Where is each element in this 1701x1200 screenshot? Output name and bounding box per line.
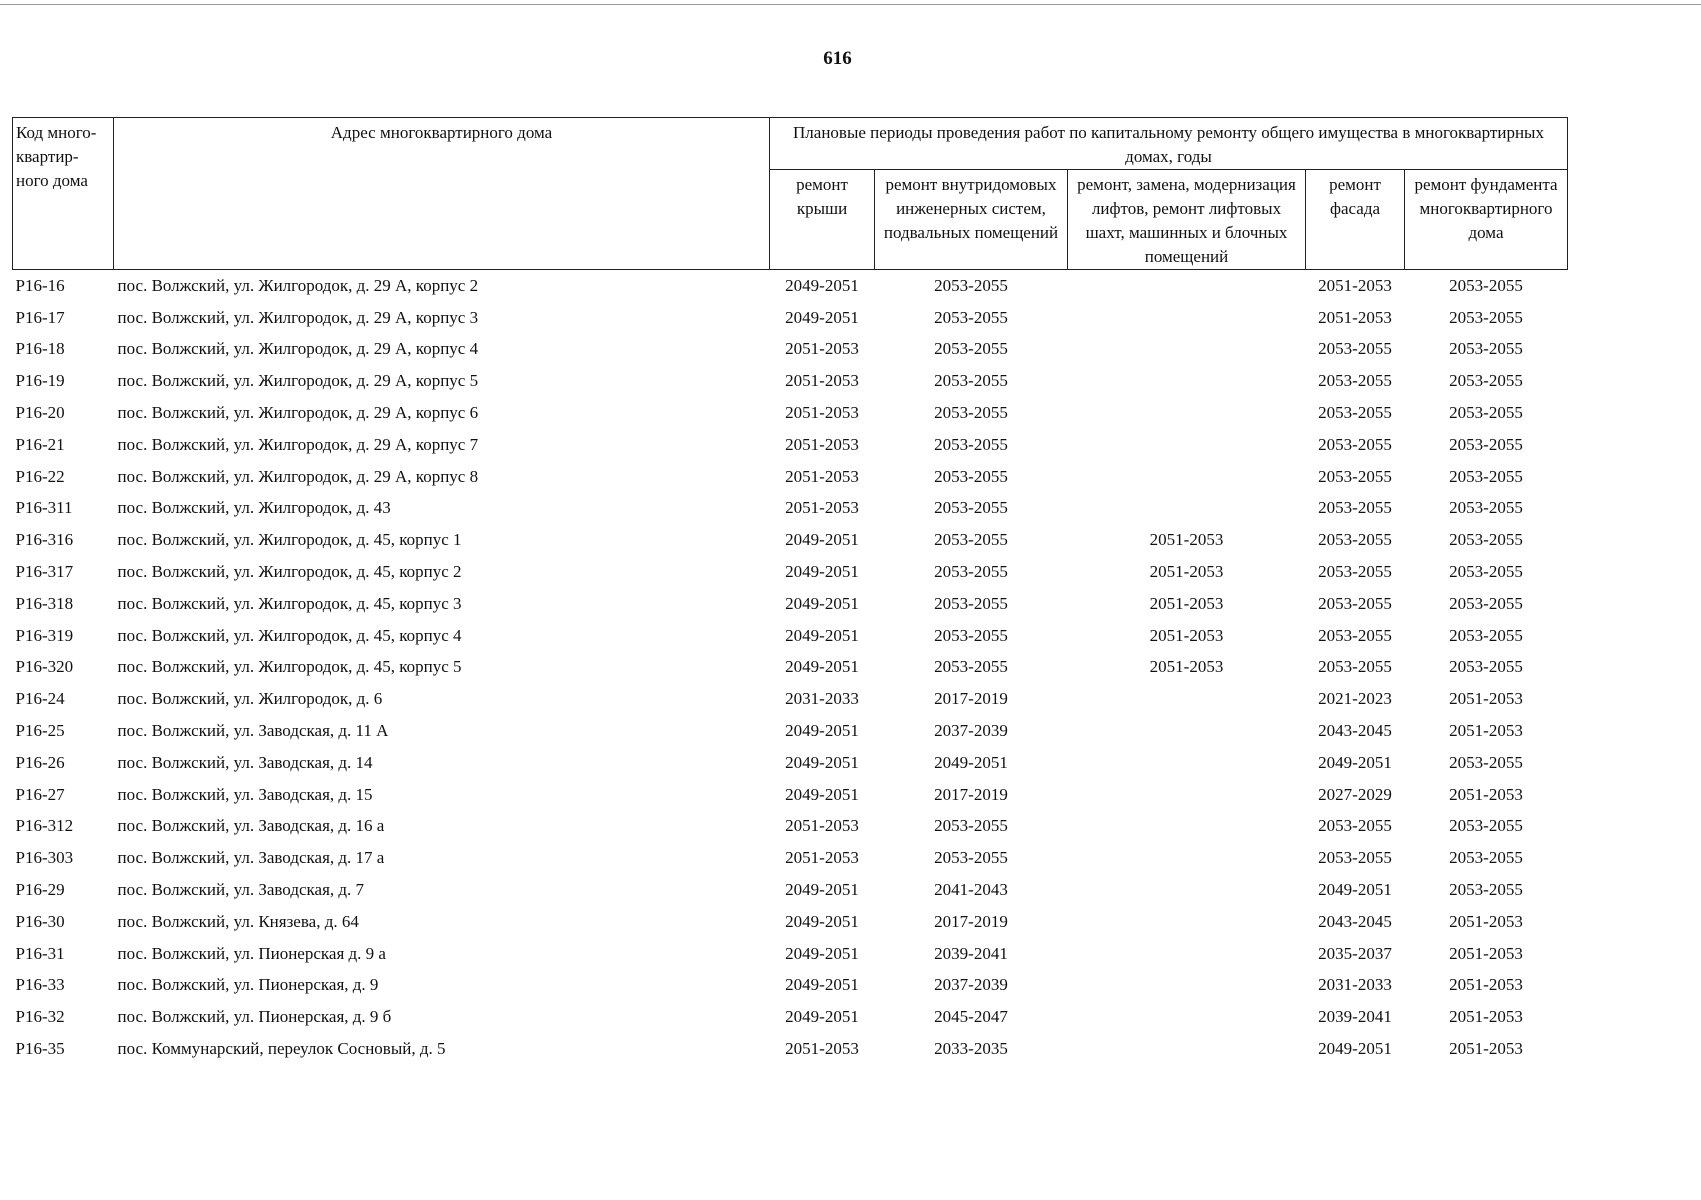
table-row [13,970,1568,1002]
page-number: 616 [823,48,852,69]
roof-cell: 2049-2051 [785,721,859,741]
table-row [13,524,1568,556]
engineering-cell: 2053-2055 [934,848,1008,868]
table-row [13,715,1568,747]
facade-cell: 2051-2053 [1318,307,1392,327]
engineering-cell: 2053-2055 [934,339,1008,359]
facade-cell: 2053-2055 [1318,403,1392,423]
facade-cell: 2035-2037 [1318,943,1392,963]
engineering-cell: 2053-2055 [934,371,1008,391]
elevators-cell [1068,842,1306,874]
code-cell: Р16-312 [15,816,74,836]
engineering-cell: 2017-2019 [934,784,1008,804]
elevators-cell [1068,302,1306,334]
roof-cell: 2049-2051 [785,275,859,295]
address-cell: пос. Волжский, ул. Жилгородок, д. 6 [117,689,383,709]
elevators-cell [1068,1033,1306,1065]
address-cell: пос. Волжский, ул. Заводская, д. 11 А [117,721,389,741]
facade-cell: 2043-2045 [1318,911,1392,931]
facade-cell: 2053-2055 [1318,434,1392,454]
table-row [13,334,1568,366]
roof-cell: 2049-2051 [785,943,859,963]
facade-cell: 2053-2055 [1318,593,1392,613]
address-cell: пос. Волжский, ул. Князева, д. 64 [117,911,359,931]
capital-repair-table [12,117,1568,1065]
foundation-cell: 2051-2053 [1449,689,1523,709]
engineering-cell: 2053-2055 [934,498,1008,518]
elevators-cell [1068,747,1306,779]
address-cell: пос. Волжский, ул. Жилгородок, д. 29 А, корпус 5 [117,371,479,391]
roof-cell: 2031-2033 [785,689,859,709]
code-cell: Р16-317 [15,562,74,582]
roof-cell: 2051-2053 [785,434,859,454]
elevators-cell: 2051-2053 [1149,593,1224,613]
code-cell: Р16-311 [15,498,73,518]
code-cell: Р16-318 [15,593,74,613]
foundation-cell: 2053-2055 [1449,752,1523,772]
facade-cell: 2053-2055 [1318,657,1392,677]
engineering-cell: 2053-2055 [934,625,1008,645]
engineering-cell: 2053-2055 [934,593,1008,613]
code-cell: Р16-25 [15,721,65,741]
engineering-cell: 2053-2055 [934,307,1008,327]
header-row-1 [13,118,1568,170]
foundation-cell: 2053-2055 [1449,657,1523,677]
header-elevators: ремонт, замена, модернизация лифтов, ремонт лифтовых шахт, машинных и блочных помещений [1068,170,1306,270]
engineering-cell: 2053-2055 [934,275,1008,295]
table-row [13,779,1568,811]
table-row [13,365,1568,397]
code-cell: Р16-17 [15,307,65,327]
foundation-cell: 2051-2053 [1449,784,1523,804]
address-cell: пос. Волжский, ул. Пионерская, д. 9 б [117,1007,392,1027]
roof-cell: 2049-2051 [785,880,859,900]
foundation-cell: 2053-2055 [1449,562,1523,582]
foundation-cell: 2051-2053 [1449,1007,1523,1027]
roof-cell: 2049-2051 [785,625,859,645]
header-address: Адрес многоквартирного дома [114,118,770,270]
table-row [13,683,1568,715]
facade-cell: 2027-2029 [1318,784,1392,804]
facade-cell: 2049-2051 [1318,880,1392,900]
code-cell: Р16-31 [15,943,65,963]
roof-cell: 2051-2053 [785,498,859,518]
elevators-cell [1068,874,1306,906]
code-cell: Р16-22 [15,466,65,486]
address-cell: пос. Волжский, ул. Жилгородок, д. 29 А, корпус 3 [117,307,479,327]
facade-cell: 2031-2033 [1318,975,1392,995]
foundation-cell: 2051-2053 [1449,943,1523,963]
facade-cell: 2053-2055 [1318,530,1392,550]
facade-cell: 2049-2051 [1318,752,1392,772]
engineering-cell: 2049-2051 [934,752,1008,772]
address-cell: пос. Волжский, ул. Жилгородок, д. 29 А, корпус 6 [117,403,479,423]
table-row [13,1001,1568,1033]
elevators-cell [1068,461,1306,493]
table-row [13,270,1568,302]
engineering-cell: 2041-2043 [934,880,1008,900]
table-header [13,118,1568,270]
elevators-cell [1068,938,1306,970]
address-cell: пос. Волжский, ул. Жилгородок, д. 45, корпус 4 [117,625,462,645]
code-cell: Р16-320 [15,657,74,677]
elevators-cell [1068,270,1306,302]
elevators-cell: 2051-2053 [1149,657,1224,677]
foundation-cell: 2051-2053 [1449,1039,1523,1059]
roof-cell: 2049-2051 [785,593,859,613]
engineering-cell: 2017-2019 [934,689,1008,709]
roof-cell: 2051-2053 [785,371,859,391]
table-row [13,1033,1568,1065]
scan-edge-line [0,4,1701,5]
roof-cell: 2051-2053 [785,339,859,359]
code-cell: Р16-32 [15,1007,65,1027]
elevators-cell [1068,811,1306,843]
code-cell: Р16-33 [15,975,65,995]
facade-cell: 2053-2055 [1318,625,1392,645]
facade-cell: 2053-2055 [1318,816,1392,836]
address-cell: пос. Волжский, ул. Жилгородок, д. 45, корпус 2 [117,562,462,582]
engineering-cell: 2033-2035 [934,1039,1008,1059]
foundation-cell: 2053-2055 [1449,848,1523,868]
table-row [13,938,1568,970]
elevators-cell [1068,715,1306,747]
engineering-cell: 2053-2055 [934,466,1008,486]
engineering-cell: 2053-2055 [934,816,1008,836]
roof-cell: 2049-2051 [785,657,859,677]
facade-cell: 2049-2051 [1318,1039,1392,1059]
elevators-cell [1068,1001,1306,1033]
elevators-cell: 2051-2053 [1149,625,1224,645]
header-roof: ремонт крыши [770,170,875,270]
address-cell: пос. Волжский, ул. Жилгородок, д. 43 [117,498,391,518]
foundation-cell: 2053-2055 [1449,403,1523,423]
engineering-cell: 2053-2055 [934,434,1008,454]
engineering-cell: 2037-2039 [934,975,1008,995]
elevators-cell: 2051-2053 [1149,562,1224,582]
address-cell: пос. Волжский, ул. Жилгородок, д. 29 А, корпус 4 [117,339,479,359]
roof-cell: 2051-2053 [785,848,859,868]
facade-cell: 2043-2045 [1318,721,1392,741]
code-cell: Р16-319 [15,625,74,645]
address-cell: пос. Волжский, ул. Пионерская д. 9 а [117,943,386,963]
foundation-cell: 2053-2055 [1449,530,1523,550]
code-cell: Р16-29 [15,880,65,900]
roof-cell: 2051-2053 [785,403,859,423]
foundation-cell: 2053-2055 [1449,625,1523,645]
foundation-cell: 2053-2055 [1449,816,1523,836]
facade-cell: 2053-2055 [1318,371,1392,391]
roof-cell: 2049-2051 [785,307,859,327]
address-cell: пос. Волжский, ул. Жилгородок, д. 29 А, корпус 7 [117,434,479,454]
elevators-cell [1068,365,1306,397]
elevators-cell [1068,334,1306,366]
foundation-cell: 2051-2053 [1449,911,1523,931]
header-code: Код много-квартир-ного дома [13,118,114,270]
roof-cell: 2049-2051 [785,1007,859,1027]
roof-cell: 2049-2051 [785,911,859,931]
roof-cell: 2049-2051 [785,562,859,582]
code-cell: Р16-26 [15,752,65,772]
address-cell: пос. Волжский, ул. Заводская, д. 15 [117,784,373,804]
table-row [13,906,1568,938]
header-engineering: ремонт внутридомовых инженерных систем, подвальных помещений [875,170,1068,270]
facade-cell: 2053-2055 [1318,498,1392,518]
roof-cell: 2049-2051 [785,530,859,550]
roof-cell: 2051-2053 [785,816,859,836]
roof-cell: 2049-2051 [785,784,859,804]
code-cell: Р16-16 [15,275,65,295]
address-cell: пос. Коммунарский, переулок Сосновый, д. 5 [117,1039,446,1059]
foundation-cell: 2051-2053 [1449,721,1523,741]
code-cell: Р16-27 [15,784,65,804]
address-cell: пос. Волжский, ул. Заводская, д. 17 а [117,848,385,868]
facade-cell: 2053-2055 [1318,339,1392,359]
address-cell: пос. Волжский, ул. Жилгородок, д. 45, корпус 5 [117,657,462,677]
elevators-cell [1068,397,1306,429]
foundation-cell: 2053-2055 [1449,880,1523,900]
table-row [13,397,1568,429]
engineering-cell: 2053-2055 [934,562,1008,582]
table-row [13,588,1568,620]
elevators-cell [1068,906,1306,938]
code-cell: Р16-303 [15,848,74,868]
engineering-cell: 2039-2041 [934,943,1008,963]
engineering-cell: 2017-2019 [934,911,1008,931]
elevators-cell [1068,683,1306,715]
engineering-cell: 2053-2055 [934,657,1008,677]
elevators-cell [1068,779,1306,811]
table-row [13,811,1568,843]
table-row [13,429,1568,461]
foundation-cell: 2053-2055 [1449,371,1523,391]
foundation-cell: 2053-2055 [1449,593,1523,613]
foundation-cell: 2053-2055 [1449,434,1523,454]
engineering-cell: 2053-2055 [934,403,1008,423]
foundation-cell: 2053-2055 [1449,498,1523,518]
address-cell: пос. Волжский, ул. Заводская, д. 16 а [117,816,385,836]
address-cell: пос. Волжский, ул. Заводская, д. 7 [117,880,365,900]
facade-cell: 2053-2055 [1318,562,1392,582]
address-cell: пос. Волжский, ул. Жилгородок, д. 29 А, корпус 8 [117,466,479,486]
foundation-cell: 2053-2055 [1449,307,1523,327]
elevators-cell: 2051-2053 [1149,530,1224,550]
facade-cell: 2051-2053 [1318,275,1392,295]
facade-cell: 2053-2055 [1318,848,1392,868]
table-body [13,270,1568,1065]
address-cell: пос. Волжский, ул. Заводская, д. 14 [117,752,373,772]
foundation-cell: 2053-2055 [1449,275,1523,295]
code-cell: Р16-21 [15,434,65,454]
code-cell: Р16-316 [15,530,74,550]
header-facade: ремонт фасада [1306,170,1405,270]
table-row [13,842,1568,874]
table-row [13,747,1568,779]
code-cell: Р16-24 [15,689,65,709]
address-cell: пос. Волжский, ул. Пионерская, д. 9 [117,975,379,995]
facade-cell: 2053-2055 [1318,466,1392,486]
code-cell: Р16-30 [15,911,65,931]
foundation-cell: 2053-2055 [1449,466,1523,486]
code-cell: Р16-35 [15,1039,65,1059]
roof-cell: 2051-2053 [785,466,859,486]
table-row [13,493,1568,525]
table-row [13,461,1568,493]
engineering-cell: 2045-2047 [934,1007,1008,1027]
engineering-cell: 2053-2055 [934,530,1008,550]
code-cell: Р16-19 [15,371,65,391]
code-cell: Р16-20 [15,403,65,423]
elevators-cell [1068,970,1306,1002]
facade-cell: 2039-2041 [1318,1007,1392,1027]
foundation-cell: 2051-2053 [1449,975,1523,995]
roof-cell: 2049-2051 [785,975,859,995]
table-row [13,556,1568,588]
roof-cell: 2049-2051 [785,752,859,772]
address-cell: пос. Волжский, ул. Жилгородок, д. 45, корпус 3 [117,593,462,613]
table-row [13,302,1568,334]
foundation-cell: 2053-2055 [1449,339,1523,359]
facade-cell: 2021-2023 [1318,689,1392,709]
table-row [13,652,1568,684]
header-planned-periods: Плановые периоды проведения работ по капитальному ремонту общего имущества в многоквартирных домах, годы [770,118,1568,170]
code-cell: Р16-18 [15,339,65,359]
table-row [13,874,1568,906]
elevators-cell [1068,493,1306,525]
address-cell: пос. Волжский, ул. Жилгородок, д. 29 А, корпус 2 [117,275,479,295]
elevators-cell [1068,429,1306,461]
roof-cell: 2051-2053 [785,1039,859,1059]
engineering-cell: 2037-2039 [934,721,1008,741]
address-cell: пос. Волжский, ул. Жилгородок, д. 45, корпус 1 [117,530,462,550]
header-foundation: ремонт фундамента многоквартирного дома [1405,170,1568,270]
table-row [13,620,1568,652]
